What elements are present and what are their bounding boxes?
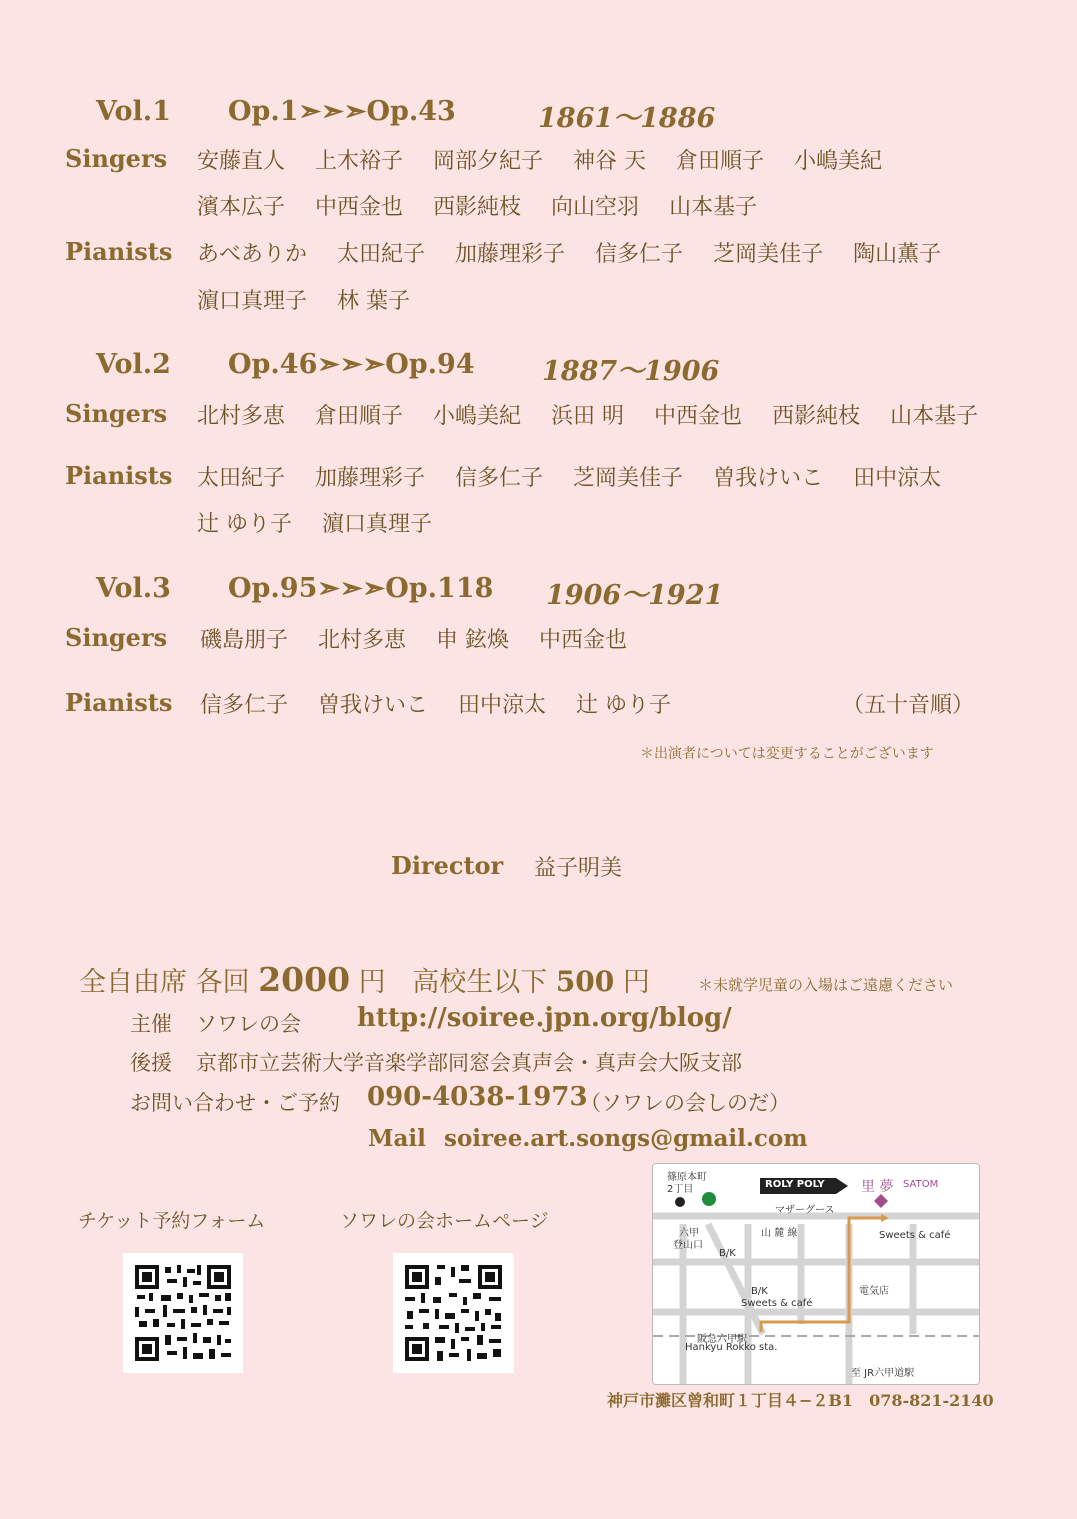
- map-label: 登山口: [673, 1240, 703, 1251]
- ticket-prefix: 全自由席 各回: [79, 967, 250, 998]
- performer-name: 中西金也: [539, 628, 628, 653]
- pianists-line: [197, 237, 964, 268]
- mail-label: Mail: [368, 1125, 426, 1152]
- location-map[interactable]: [652, 1163, 980, 1385]
- performer-name: 安藤直人: [197, 149, 286, 174]
- homepage-qr-code[interactable]: [393, 1253, 514, 1373]
- venue-address: 神戸市灘区曾和町１丁目４−２B1 078-821-2140: [607, 1391, 994, 1410]
- performer-name: 倉田順子: [676, 149, 765, 174]
- vol-title: Vol.3: [96, 573, 171, 604]
- year-range: 1887〜1906: [542, 356, 720, 387]
- singers-line: [197, 190, 780, 221]
- pianists-label: Pianists: [65, 688, 173, 717]
- pianists-label: Pianists: [65, 461, 173, 490]
- singers-line: [200, 623, 650, 654]
- performer-name: 中西金也: [654, 404, 743, 429]
- child-note: ＊未就学児童の入場はご遠慮ください: [698, 976, 954, 994]
- singers-line: [197, 144, 905, 175]
- ticket-price: 2000: [258, 960, 351, 999]
- performer-name: 芝岡美佳子: [573, 466, 684, 491]
- performer-name: 山本基子: [669, 195, 758, 220]
- map-label: B/K: [719, 1248, 736, 1259]
- performer-name: 西影純枝: [433, 195, 522, 220]
- performer-name: 曽我けいこ: [713, 466, 824, 491]
- performer-name: 申 鉉煥: [436, 628, 510, 653]
- contact-phone[interactable]: 090-4038-1973: [367, 1082, 588, 1112]
- map-label: ROLY POLY: [765, 1179, 825, 1190]
- map-label: 2丁目: [667, 1184, 694, 1195]
- performer-name: 北村多恵: [318, 628, 407, 653]
- performer-name: 濵口真理子: [322, 512, 433, 537]
- performer-name: 上木裕子: [315, 149, 404, 174]
- opus-range: Op.46➣➣➣Op.94: [228, 349, 475, 380]
- pianists-line: [197, 284, 433, 315]
- mail-address-link[interactable]: soiree.art.songs@gmail.com: [444, 1125, 808, 1152]
- performer-name: 芝岡美佳子: [713, 242, 824, 267]
- map-label: SATOM: [903, 1179, 939, 1190]
- map-label: B/K: [751, 1286, 768, 1297]
- map-label: 至 JR六甲道駅: [851, 1368, 915, 1379]
- singers-label: Singers: [65, 399, 168, 428]
- ticket-form-label: チケット予約フォーム: [78, 1210, 266, 1232]
- performer-name: 西影純枝: [772, 404, 861, 429]
- order-note: （五十音順）: [842, 693, 975, 718]
- director-label: Director: [391, 851, 504, 880]
- performer-name: 向山空羽: [551, 195, 640, 220]
- homepage-label: ソワレの会ホームページ: [340, 1210, 549, 1232]
- change-note: ＊出演者については変更することがございます: [640, 746, 934, 762]
- performer-name: 加藤理彩子: [315, 466, 426, 491]
- map-label: 六甲: [679, 1228, 699, 1239]
- performer-name: 田中涼太: [853, 466, 942, 491]
- map-label: 山 麓 線: [761, 1228, 798, 1239]
- student-unit: 円: [622, 967, 650, 998]
- performer-name: 田中涼太: [458, 693, 547, 718]
- pianists-line: [197, 461, 964, 492]
- performer-name: 太田紀子: [337, 242, 426, 267]
- pianists-line: [200, 688, 694, 719]
- performer-name: 中西金也: [315, 195, 404, 220]
- map-label: 里 夢: [861, 1179, 894, 1195]
- performer-name: 曽我けいこ: [318, 693, 429, 718]
- ticket-form-qr-code[interactable]: [123, 1253, 243, 1373]
- organizer-url-link[interactable]: http://soiree.jpn.org/blog/: [357, 1003, 732, 1033]
- map-label: Sweets & café: [879, 1230, 951, 1241]
- performer-name: あべありか: [197, 242, 308, 267]
- singers-label: Singers: [65, 144, 168, 173]
- performer-name: 小嶋美紀: [794, 149, 883, 174]
- performer-name: 北村多恵: [197, 404, 286, 429]
- performer-name: 太田紀子: [197, 466, 286, 491]
- pianists-label: Pianists: [65, 237, 173, 266]
- support-label: 後援: [130, 1051, 172, 1075]
- performer-name: 浜田 明: [551, 404, 625, 429]
- performer-name: 加藤理彩子: [455, 242, 566, 267]
- map-label: 篠原本町: [667, 1172, 707, 1183]
- map-label: Sweets & café: [741, 1298, 813, 1309]
- contact-suffix: （ソワレの会しのだ）: [580, 1091, 790, 1115]
- student-price: 500: [555, 965, 615, 998]
- director-name: 益子明美: [534, 856, 623, 881]
- opus-range: Op.95➣➣➣Op.118: [228, 573, 494, 604]
- pianists-line: [197, 507, 455, 538]
- support-text: 京都市立芸術大学音楽学部同窓会真声会・真声会大阪支部: [196, 1051, 742, 1075]
- student-label: 高校生以下: [412, 967, 548, 998]
- vol-title: Vol.2: [96, 349, 171, 380]
- performer-name: 辻 ゆり子: [576, 693, 672, 718]
- performer-name: 濱本広子: [197, 195, 286, 220]
- map-label: 電気店: [859, 1286, 889, 1297]
- year-range: 1861〜1886: [538, 103, 716, 134]
- map-label: マザーグース: [775, 1205, 835, 1216]
- organizer-label: 主催: [130, 1012, 172, 1036]
- performer-name: 岡部夕紀子: [433, 149, 544, 174]
- performer-name: 濵口真理子: [197, 289, 308, 314]
- performer-name: 神谷 天: [573, 149, 647, 174]
- vol-title: Vol.1: [96, 96, 171, 127]
- performer-name: 辻 ゆり子: [197, 512, 292, 537]
- performer-name: 信多仁子: [595, 242, 684, 267]
- performer-name: 林 葉子: [337, 289, 411, 314]
- contact-label: お問い合わせ・ご予約: [130, 1091, 340, 1115]
- singers-label: Singers: [65, 623, 168, 652]
- performer-name: 倉田順子: [315, 404, 404, 429]
- ticket-unit: 円: [358, 967, 386, 998]
- opus-range: Op.1➣➣➣Op.43: [228, 96, 456, 127]
- performer-name: 信多仁子: [200, 693, 289, 718]
- map-label: Hankyu Rokko sta.: [685, 1342, 778, 1353]
- year-range: 1906〜1921: [546, 580, 724, 611]
- ticket-price-line: [79, 960, 650, 999]
- performer-name: 山本基子: [890, 404, 979, 429]
- performer-name: 磯島朋子: [200, 628, 289, 653]
- performer-name: 信多仁子: [455, 466, 544, 491]
- performer-name: 小嶋美紀: [433, 404, 522, 429]
- singers-line: [197, 399, 1001, 430]
- organizer-name: ソワレの会: [196, 1012, 301, 1036]
- map-label: 阪急六甲駅: [697, 1334, 747, 1345]
- performer-name: 陶山薫子: [853, 242, 942, 267]
